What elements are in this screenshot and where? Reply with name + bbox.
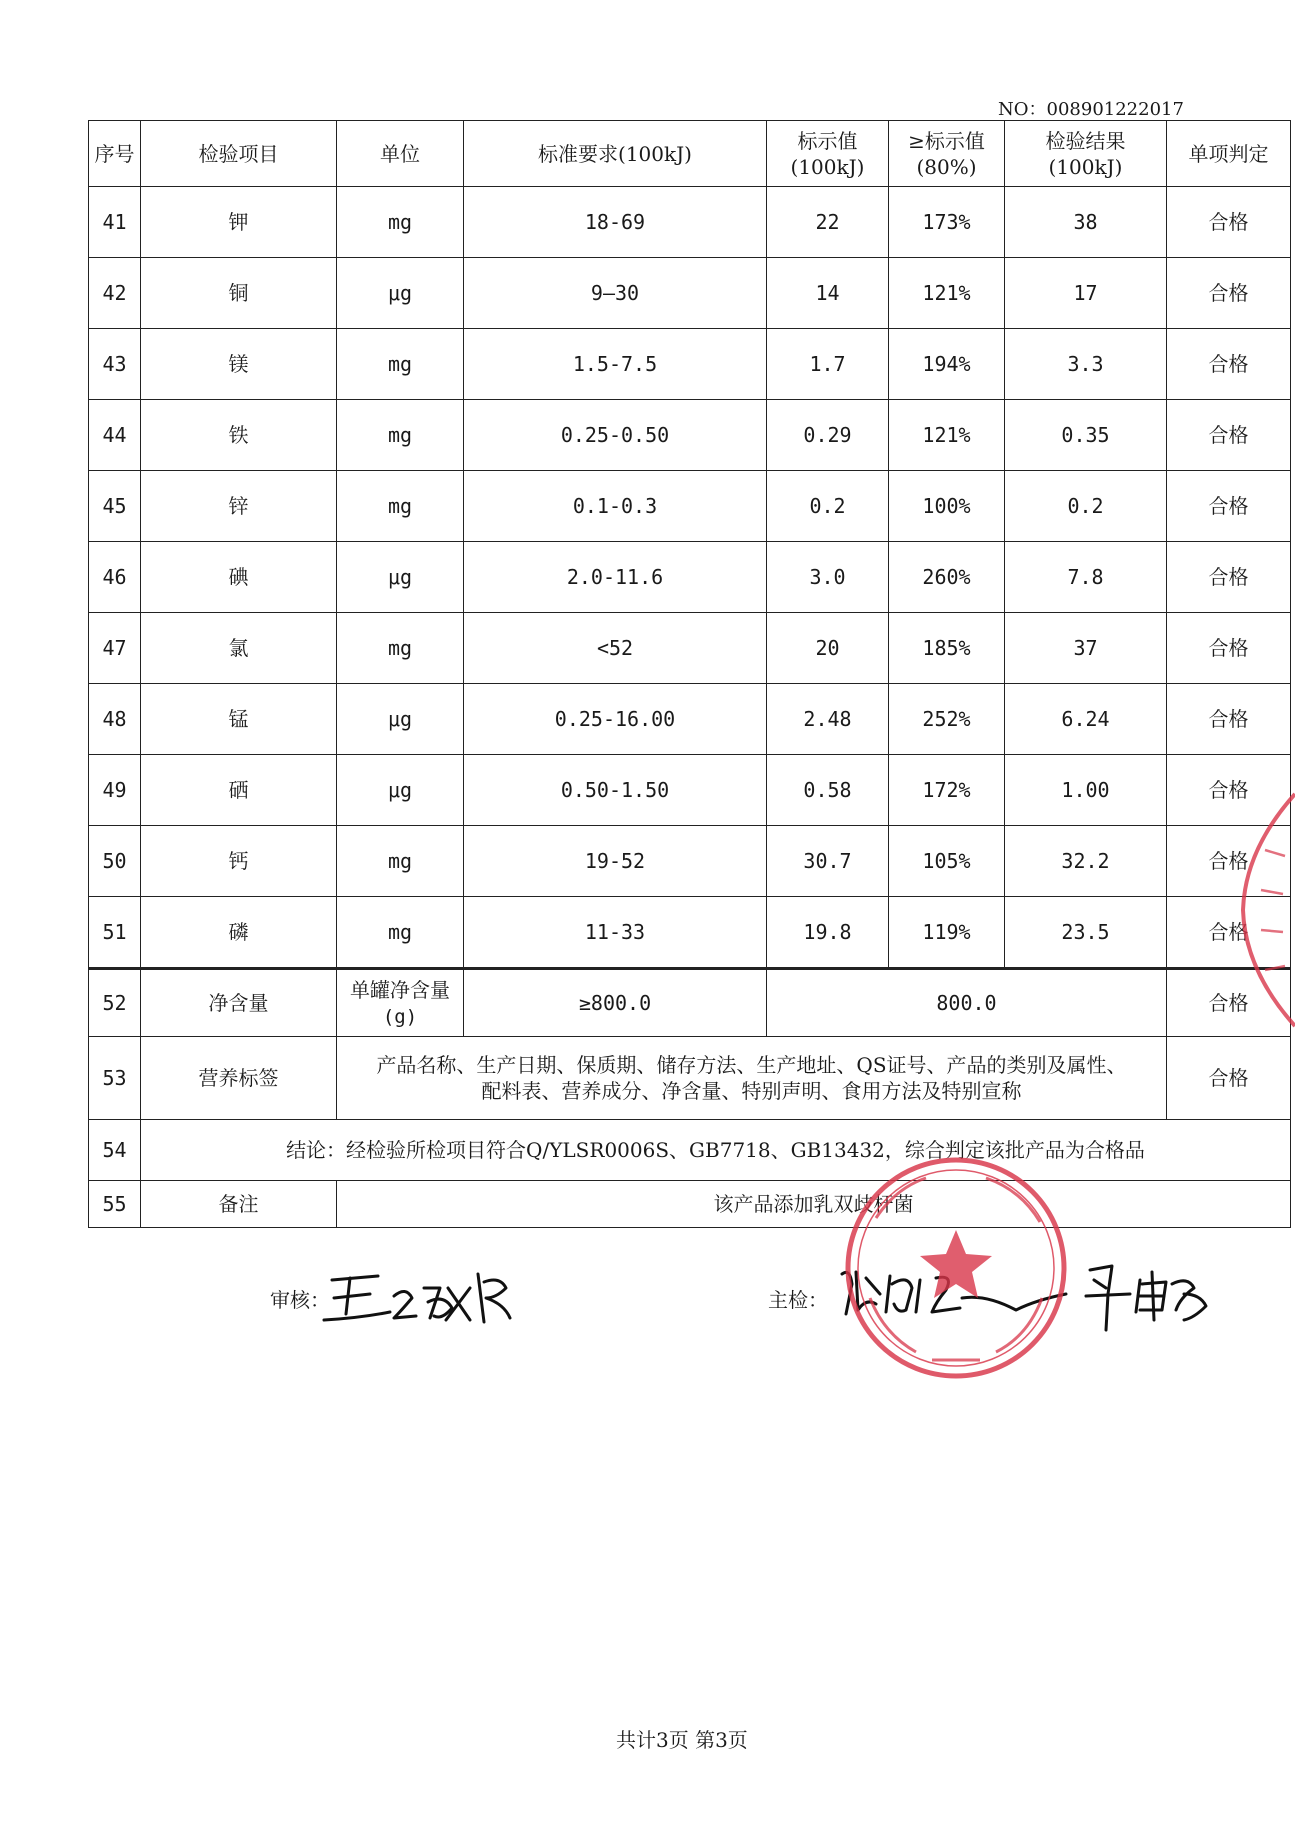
table-row xyxy=(89,329,1291,400)
remark-text: 该产品添加乳双歧杆菌 xyxy=(337,1181,1291,1228)
cell-label-value: 0.2 xyxy=(767,471,889,542)
cell-ratio: 100% xyxy=(889,471,1005,542)
cell-item: 铁 xyxy=(141,400,337,471)
cell-label-value: 0.58 xyxy=(767,755,889,826)
cell-ratio: 121% xyxy=(889,258,1005,329)
cell-seq: 43 xyxy=(89,329,141,400)
cell-item: 镁 xyxy=(141,329,337,400)
nutrition-label-row xyxy=(89,1037,1291,1120)
table-row xyxy=(89,613,1291,684)
cell-judgement: 合格 xyxy=(1167,969,1291,1037)
cell-seq: 54 xyxy=(89,1120,141,1181)
cell-result: 7.8 xyxy=(1005,542,1167,613)
cell-result: 1.00 xyxy=(1005,755,1167,826)
cell-unit: mg xyxy=(337,471,464,542)
cell-judgement: 合格 xyxy=(1167,755,1291,826)
table-row xyxy=(89,400,1291,471)
cell-result: 23.5 xyxy=(1005,897,1167,969)
cell-item: 碘 xyxy=(141,542,337,613)
cell-judgement: 合格 xyxy=(1167,329,1291,400)
cell-unit: 单罐净含量 (g) xyxy=(337,969,464,1037)
inspection-table xyxy=(88,120,1291,1228)
cell-standard: ≥800.0 xyxy=(464,969,767,1037)
cell-ratio: 185% xyxy=(889,613,1005,684)
cell-item: 备注 xyxy=(141,1181,337,1228)
header-standard: 标准要求(100kJ) xyxy=(464,121,767,187)
page-footer: 共计3页 第3页 xyxy=(616,1728,748,1752)
cell-ratio: 260% xyxy=(889,542,1005,613)
cell-item: 锰 xyxy=(141,684,337,755)
cell-unit: μg xyxy=(337,684,464,755)
table-row xyxy=(89,684,1291,755)
cell-result: 0.35 xyxy=(1005,400,1167,471)
cell-label-content: 产品名称、生产日期、保质期、储存方法、生产地址、QS证号、产品的类别及属性、 配料表、营养成分、净含量、特别声明、食用方法及特别宣称 xyxy=(337,1037,1167,1120)
cell-standard: 0.1-0.3 xyxy=(464,471,767,542)
cell-standard: 11-33 xyxy=(464,897,767,969)
cell-ratio: 173% xyxy=(889,187,1005,258)
cell-seq: 51 xyxy=(89,897,141,969)
cell-label-value: 30.7 xyxy=(767,826,889,897)
header-judgement: 单项判定 xyxy=(1167,121,1291,187)
cell-standard: 1.5-7.5 xyxy=(464,329,767,400)
cell-unit: mg xyxy=(337,329,464,400)
header-seq: 序号 xyxy=(89,121,141,187)
cell-ratio: 119% xyxy=(889,897,1005,969)
cell-standard: 18-69 xyxy=(464,187,767,258)
cell-judgement: 合格 xyxy=(1167,684,1291,755)
cell-ratio: 172% xyxy=(889,755,1005,826)
cell-label-value: 1.7 xyxy=(767,329,889,400)
cell-seq: 53 xyxy=(89,1037,141,1120)
cell-seq: 41 xyxy=(89,187,141,258)
cell-result: 38 xyxy=(1005,187,1167,258)
cell-unit: μg xyxy=(337,755,464,826)
conclusion-row xyxy=(89,1120,1291,1181)
cell-result: 800.0 xyxy=(767,969,1167,1037)
cell-label-value: 22 xyxy=(767,187,889,258)
cell-seq: 45 xyxy=(89,471,141,542)
cell-seq: 55 xyxy=(89,1181,141,1228)
cell-label-value: 19.8 xyxy=(767,897,889,969)
cell-ratio: 121% xyxy=(889,400,1005,471)
cell-unit: μg xyxy=(337,542,464,613)
table-row xyxy=(89,826,1291,897)
cell-label-value: 14 xyxy=(767,258,889,329)
header-label-value: 标示值 (100kJ) xyxy=(767,121,889,187)
header-unit: 单位 xyxy=(337,121,464,187)
cell-standard: 0.25-16.00 xyxy=(464,684,767,755)
cell-ratio: 252% xyxy=(889,684,1005,755)
table-row xyxy=(89,897,1291,969)
cell-standard: <52 xyxy=(464,613,767,684)
cell-seq: 50 xyxy=(89,826,141,897)
cell-judgement: 合格 xyxy=(1167,1037,1291,1120)
table-row xyxy=(89,542,1291,613)
cell-seq: 49 xyxy=(89,755,141,826)
cell-judgement: 合格 xyxy=(1167,400,1291,471)
table-row xyxy=(89,755,1291,826)
net-content-row xyxy=(89,969,1291,1037)
side-seal xyxy=(1235,790,1295,1030)
cell-judgement: 合格 xyxy=(1167,471,1291,542)
cell-ratio: 105% xyxy=(889,826,1005,897)
cell-ratio: 194% xyxy=(889,329,1005,400)
cell-unit: mg xyxy=(337,897,464,969)
cell-unit: mg xyxy=(337,826,464,897)
cell-seq: 48 xyxy=(89,684,141,755)
cell-unit: μg xyxy=(337,258,464,329)
conclusion-text: 结论：经检验所检项目符合Q/YLSR0006S、GB7718、GB13432，综合判定该批产品为合格品 xyxy=(141,1120,1291,1181)
cell-result: 3.3 xyxy=(1005,329,1167,400)
cell-item: 锌 xyxy=(141,471,337,542)
cell-item: 钙 xyxy=(141,826,337,897)
cell-label-value: 3.0 xyxy=(767,542,889,613)
header-item: 检验项目 xyxy=(141,121,337,187)
cell-item: 硒 xyxy=(141,755,337,826)
official-seal xyxy=(836,1148,1076,1388)
cell-unit: mg xyxy=(337,400,464,471)
cell-judgement: 合格 xyxy=(1167,826,1291,897)
cell-judgement: 合格 xyxy=(1167,613,1291,684)
cell-seq: 52 xyxy=(89,969,141,1037)
inspector-label: 主检： xyxy=(768,1288,828,1312)
cell-standard: 19-52 xyxy=(464,826,767,897)
cell-label-value: 0.29 xyxy=(767,400,889,471)
cell-result: 0.2 xyxy=(1005,471,1167,542)
cell-seq: 42 xyxy=(89,258,141,329)
cell-judgement: 合格 xyxy=(1167,187,1291,258)
cell-standard: 0.25-0.50 xyxy=(464,400,767,471)
cell-judgement: 合格 xyxy=(1167,258,1291,329)
table-row xyxy=(89,187,1291,258)
cell-item: 钾 xyxy=(141,187,337,258)
cell-standard: 2.0-11.6 xyxy=(464,542,767,613)
cell-label-value: 2.48 xyxy=(767,684,889,755)
cell-result: 32.2 xyxy=(1005,826,1167,897)
cell-result: 37 xyxy=(1005,613,1167,684)
cell-item: 净含量 xyxy=(141,969,337,1037)
cell-standard: 9—30 xyxy=(464,258,767,329)
table-row xyxy=(89,258,1291,329)
cell-item: 铜 xyxy=(141,258,337,329)
cell-item: 磷 xyxy=(141,897,337,969)
cell-unit: mg xyxy=(337,613,464,684)
reviewer-signature xyxy=(320,1258,520,1338)
cell-judgement: 合格 xyxy=(1167,897,1291,969)
cell-result: 17 xyxy=(1005,258,1167,329)
table-row xyxy=(89,471,1291,542)
cell-judgement: 合格 xyxy=(1167,542,1291,613)
cell-standard: 0.50-1.50 xyxy=(464,755,767,826)
report-number: NO：008901222017 xyxy=(998,99,1184,120)
remarks-row xyxy=(89,1181,1291,1228)
cell-seq: 47 xyxy=(89,613,141,684)
table-header xyxy=(89,121,1291,187)
reviewer-label: 审核： xyxy=(270,1288,330,1312)
cell-label-value: 20 xyxy=(767,613,889,684)
header-ratio: ≥标示值 (80%) xyxy=(889,121,1005,187)
cell-item: 氯 xyxy=(141,613,337,684)
cell-item: 营养标签 xyxy=(141,1037,337,1120)
cell-unit: mg xyxy=(337,187,464,258)
cell-result: 6.24 xyxy=(1005,684,1167,755)
cell-seq: 46 xyxy=(89,542,141,613)
cell-seq: 44 xyxy=(89,400,141,471)
header-result: 检验结果 (100kJ) xyxy=(1005,121,1167,187)
